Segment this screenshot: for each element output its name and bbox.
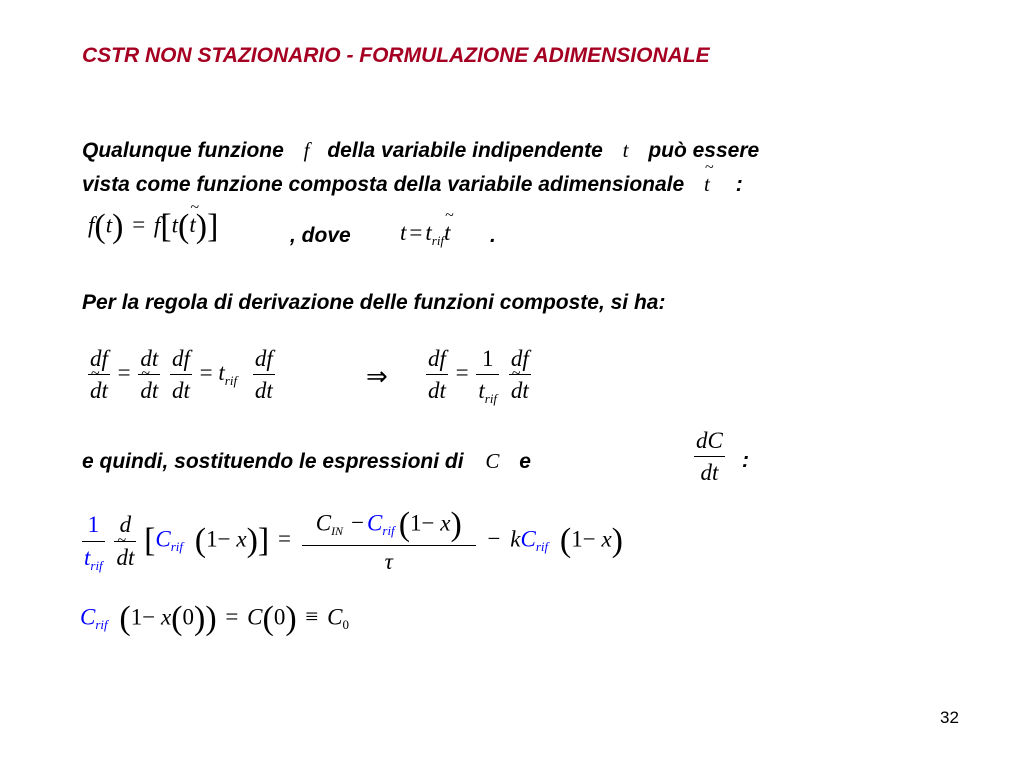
substitution-text: e quindi, sostituendo le espressioni di [82, 450, 464, 473]
equation-chain-rule: $\frac{df}{dt}$ ~ = $\frac{dt}{dt}$ ~ $\frac{df}{dt}$ = $t_{rif}$ $\frac{df}{dt}$ [86, 346, 277, 404]
symbol-C: C [485, 449, 500, 473]
symbol-t-tilde: t ~ [704, 172, 710, 197]
equation-composite-function: f(t) = f[t(t ~)] [88, 210, 218, 244]
intro-text-4: vista come funzione composta della variabile adimensionale [82, 173, 685, 196]
substitution-colon: : [742, 449, 749, 472]
symbol-t: t [622, 138, 629, 162]
equation-dimensionless-balance: $\frac{1}{t_{rif}}$ $\frac{d}{dt}$ ~ [$C_{rif}$ (1− x)] = $\frac{C_{IN} - C_{rif} (1- x)}{\tau}$ − $kC_{rif}$ (1− x) [80, 508, 623, 574]
dove-label: , dove [290, 224, 351, 247]
equation-time-scaling: $t = t_{rif}t$ ~ [400, 220, 450, 246]
implies-arrow: ⇒ [366, 362, 388, 391]
paragraph-substitution [82, 449, 531, 474]
symbol-f: f [303, 138, 310, 162]
intro-text-3: può essere [648, 139, 760, 162]
page-number: 32 [940, 708, 959, 727]
substitution-and: e [519, 450, 531, 473]
equation-period: . [490, 224, 496, 247]
paragraph-intro-line2 [82, 172, 743, 197]
intro-text-2: della variabile indipendente [327, 139, 603, 162]
equation-initial-condition: $C_{rif}$ $(1- x(0)) = C(0) \equiv C_0$ [80, 600, 349, 637]
fraction-dC-dt: $\frac{dC}{dt}$ [696, 428, 723, 486]
intro-colon: : [735, 173, 743, 196]
paragraph-chain-rule: Per la regola di derivazione delle funzioni composte, si ha: [82, 291, 666, 314]
slide-title: CSTR NON STAZIONARIO - FORMULAZIONE ADIMENSIONALE [82, 44, 710, 67]
intro-text-1: Qualunque funzione [82, 139, 284, 162]
equation-chain-rule-inverse: $\frac{df}{dt}$ = $\frac{1}{t_{rif}}$ $\frac{df}{dt}$ ~ [424, 346, 533, 404]
paragraph-intro-line1 [82, 138, 759, 163]
